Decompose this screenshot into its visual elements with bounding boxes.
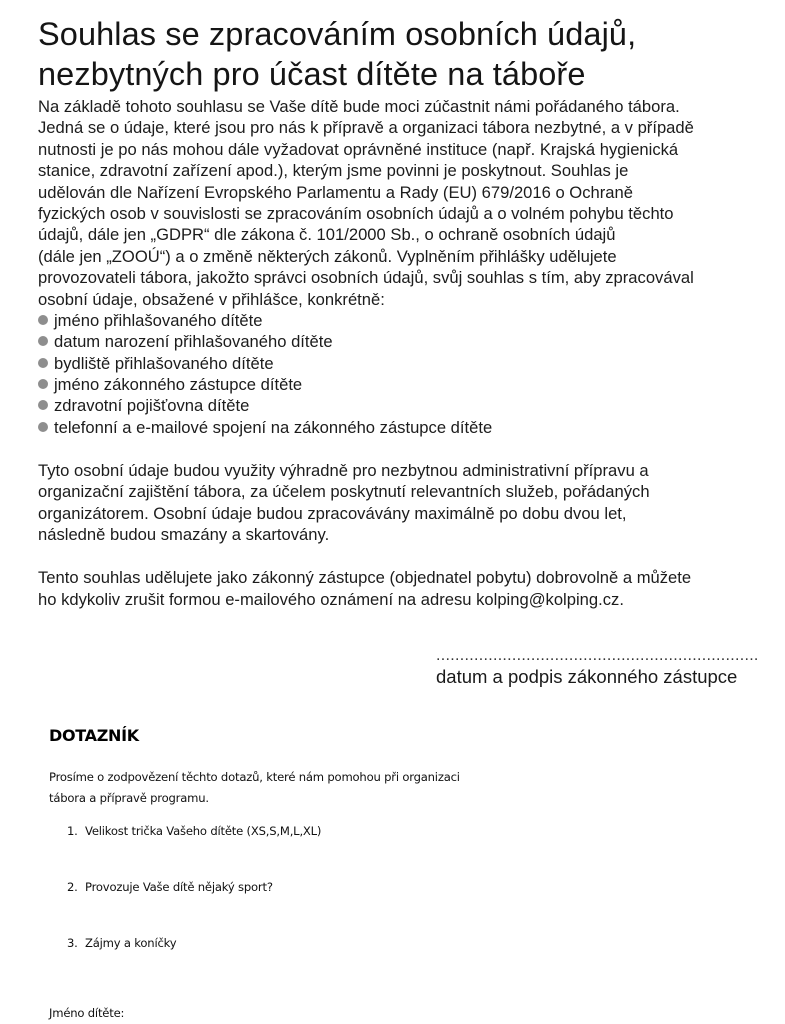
- bullet-icon: [38, 336, 48, 346]
- consent-intro-line: fyzických osob v souvislosti se zpracováním osobních údajů a o volném pohybu těchto: [38, 204, 674, 224]
- question-text: Velikost trička Vašeho dítěte (XS,S,M,L,XL): [85, 824, 322, 838]
- signature-line[interactable]: ....................................................................: [436, 647, 759, 664]
- withdraw-line: ho kdykoliv zrušit formou e-mailového oznámení na adresu kolping@kolping.cz.: [38, 589, 624, 609]
- question-number: 3.: [67, 936, 78, 950]
- bullet-icon: [38, 400, 48, 410]
- consent-intro-line: provozovateli tábora, jakožto správci osobních údajů, svůj souhlas s tím, aby zpracovával: [38, 268, 694, 288]
- list-item: zdravotní pojišťovna dítěte: [38, 395, 758, 416]
- usage-line: organizátorem. Osobní údaje budou zpracovávány maximálně po dobu dvou let,: [38, 503, 627, 523]
- list-item: telefonní a e-mailové spojení na zákonného zástupce dítěte: [38, 417, 758, 438]
- page-title: [38, 14, 636, 94]
- list-item: jméno zákonného zástupce dítěte: [38, 374, 758, 395]
- question-shirt-size[interactable]: [67, 824, 321, 838]
- consent-intro-line: nutnosti je po nás mohou dále vyžadovat oprávněné instituce (např. Krajská hygienická: [38, 139, 679, 159]
- consent-intro-line: Jedná se o údaje, které jsou pro nás k přípravě a organizaci tábora nezbytné, a v případě: [38, 118, 694, 138]
- question-text: Provozuje Vaše dítě nějaký sport?: [85, 880, 273, 894]
- question-number: 2.: [67, 880, 78, 894]
- bullet-icon: [38, 379, 48, 389]
- list-item: bydliště přihlašovaného dítěte: [38, 353, 758, 374]
- child-name-field[interactable]: Jméno dítěte:: [49, 1006, 125, 1020]
- consent-intro-paragraph: [38, 96, 758, 310]
- questionnaire-intro: [49, 767, 729, 809]
- title-line-2: nezbytných pro účast dítěte na táboře: [38, 56, 586, 92]
- question-text: Zájmy a koníčky: [85, 936, 177, 950]
- list-item: datum narození přihlašovaného dítěte: [38, 331, 758, 352]
- consent-text-block: [38, 96, 758, 610]
- list-item: jméno přihlašovaného dítěte: [38, 310, 758, 331]
- consent-intro-line: (dále jen „ZOOÚ“) a o změně některých zákonů. Vyplněním přihlášky udělujete: [38, 246, 617, 266]
- bullet-icon: [38, 358, 48, 368]
- signature-label: datum a podpis zákonného zástupce: [436, 666, 738, 687]
- bullet-icon: [38, 422, 48, 432]
- title-line-1: Souhlas se zpracováním osobních údajů,: [38, 16, 637, 52]
- personal-data-list: [38, 310, 758, 438]
- withdraw-paragraph: [38, 567, 758, 610]
- usage-paragraph: [38, 460, 758, 546]
- usage-line: Tyto osobní údaje budou využity výhradně pro nezbytnou administrativní přípravu a: [38, 460, 649, 480]
- questionnaire-section: [49, 726, 729, 1020]
- questionnaire-intro-line: tábora a přípravě programu.: [49, 791, 209, 805]
- bullet-icon: [38, 315, 48, 325]
- consent-intro-line: Na základě tohoto souhlasu se Vaše dítě bude moci zúčastnit námi pořádaného tábora.: [38, 97, 680, 116]
- questionnaire-intro-line: Prosíme o zodpovězení těchto dotazů, které nám pomohou při organizaci: [49, 770, 460, 784]
- usage-line: organizační zajištění tábora, za účelem poskytnutí relevantních služeb, pořádaných: [38, 482, 650, 502]
- consent-intro-line: osobní údaje, obsažené v přihlášce, konkrétně:: [38, 289, 385, 309]
- consent-intro-line: udělován dle Nařízení Evropského Parlamentu a Rady (EU) 679/2016 o Ochraně: [38, 182, 633, 202]
- consent-intro-line: stanice, zdravotní zařízení apod.), kterým jsme povinni je poskytnout. Souhlas je: [38, 161, 629, 181]
- signature-block: [436, 648, 766, 690]
- question-hobbies[interactable]: [67, 936, 176, 950]
- question-number: 1.: [67, 824, 78, 838]
- usage-line: následně budou smazány a skartovány.: [38, 525, 330, 545]
- question-sport[interactable]: [67, 880, 273, 894]
- questionnaire-heading: DOTAZNÍK: [49, 726, 139, 745]
- withdraw-line: Tento souhlas udělujete jako zákonný zástupce (objednatel pobytu) dobrovolně a můžete: [38, 568, 692, 588]
- consent-intro-line: údajů, dále jen „GDPR“ dle zákona č. 101/2000 Sb., o ochraně osobních údajů: [38, 225, 616, 245]
